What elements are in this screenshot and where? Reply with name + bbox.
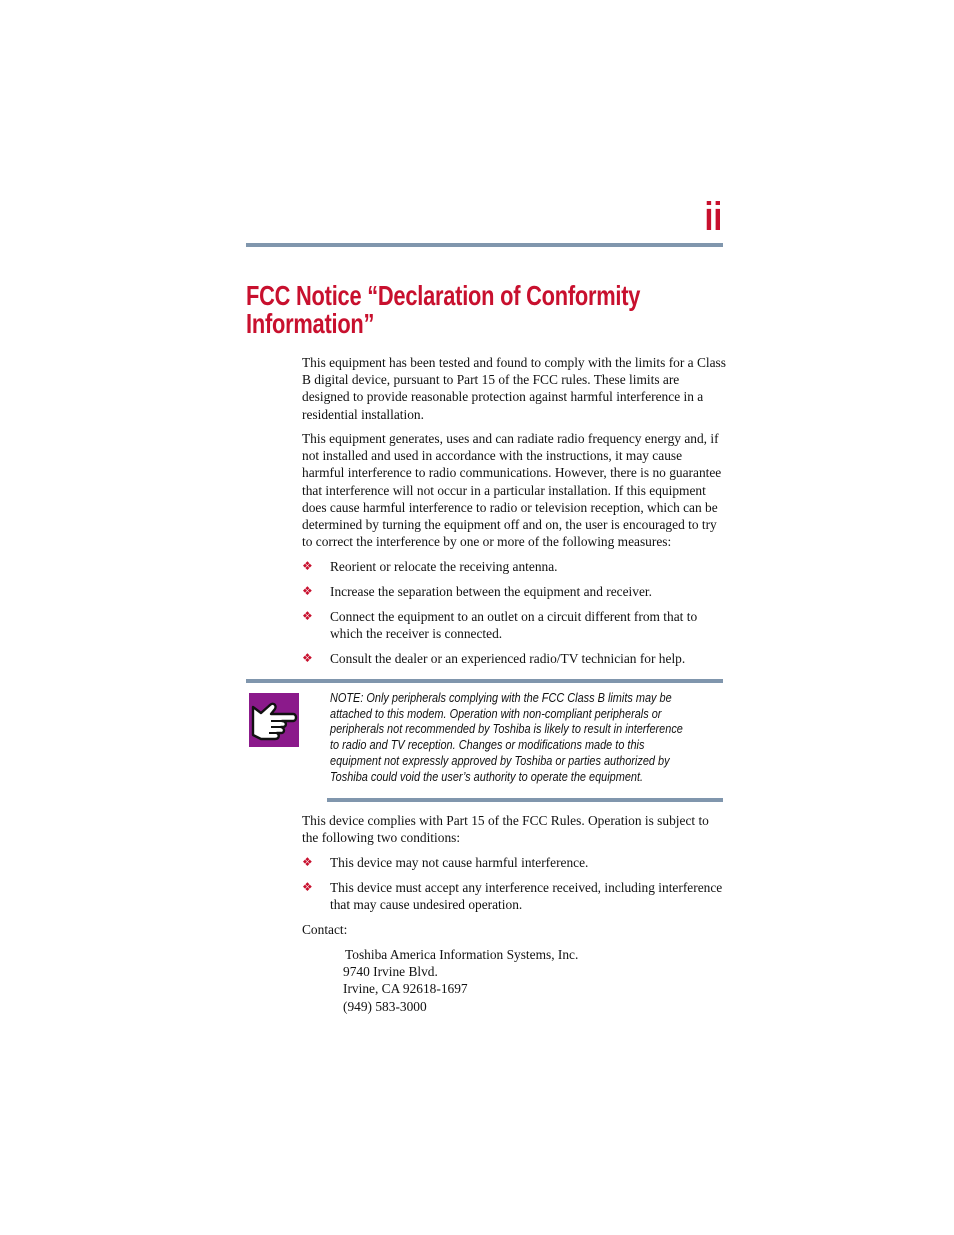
bullet-diamond-icon: ❖ — [302, 559, 313, 573]
contact-street: 9740 Irvine Blvd. — [343, 964, 438, 980]
note-rule-top — [246, 679, 723, 683]
contact-city: Irvine, CA 92618-1697 — [343, 981, 468, 997]
bullet-diamond-icon: ❖ — [302, 609, 313, 623]
list-item-text: This device may not cause harmful interference. — [330, 855, 589, 870]
bullet-diamond-icon: ❖ — [302, 651, 313, 665]
list-item-text: This device must accept any interference received, including interference that may cause undesired operation. — [330, 880, 723, 913]
list-item-text: Reorient or relocate the receiving antenna. — [330, 559, 558, 574]
interference-paragraph: This equipment generates, uses and can radiate radio frequency energy and, if not installed and used in accordance with the instructions, it may cause harmful interference to radio communications. However, there is no guarantee that interference will not occur in a particular installation. If this equipment does cause harmful interference to radio or television reception, which can be determined by turning the equipment off and on, the user is encouraged to try to correct the interference by one or more of the following measures: — [302, 431, 722, 550]
list-item-text: Increase the separation between the equipment and receiver. — [330, 584, 652, 599]
list-item-text: Consult the dealer or an experienced radio/TV technician for help. — [330, 651, 686, 666]
bullet-diamond-icon: ❖ — [302, 584, 313, 598]
compliance-paragraph: This device complies with Part 15 of the FCC Rules. Operation is subject to the following two conditions: — [302, 813, 709, 846]
bullet-diamond-icon: ❖ — [302, 855, 313, 869]
pointing-hand-icon — [249, 693, 299, 747]
contact-label: Contact: — [302, 922, 348, 937]
page-number: ii — [704, 195, 722, 239]
bullet-diamond-icon: ❖ — [302, 880, 313, 894]
page-title: FCC Notice “Declaration of Conformity Information” — [246, 280, 641, 339]
note-rule-bottom — [327, 798, 723, 802]
contact-address — [343, 946, 643, 1015]
list-item-text: Connect the equipment to an outlet on a circuit different from that to which the receiver is connected. — [330, 609, 698, 642]
contact-company: Toshiba America Information Systems, Inc. — [345, 947, 579, 962]
note-text: NOTE: Only peripherals complying with the FCC Class B limits may be attached to this modem. Operation with non-compliant peripherals or peripherals not recommended by Toshiba is likely to result in interference to radio and TV reception. Changes or modifications made to this equipment not expressly approved by Toshiba or parties authorized by Toshiba could void the user’s authority to operate the equipment. — [330, 690, 683, 784]
contact-phone: (949) 583-3000 — [343, 998, 427, 1014]
header-rule — [246, 243, 723, 247]
intro-paragraph: This equipment has been tested and found to comply with the limits for a Class B digital device, pursuant to Part 15 of the FCC rules. These limits are designed to provide reasonable protection against harmful interference in a residential installation. — [302, 355, 726, 422]
